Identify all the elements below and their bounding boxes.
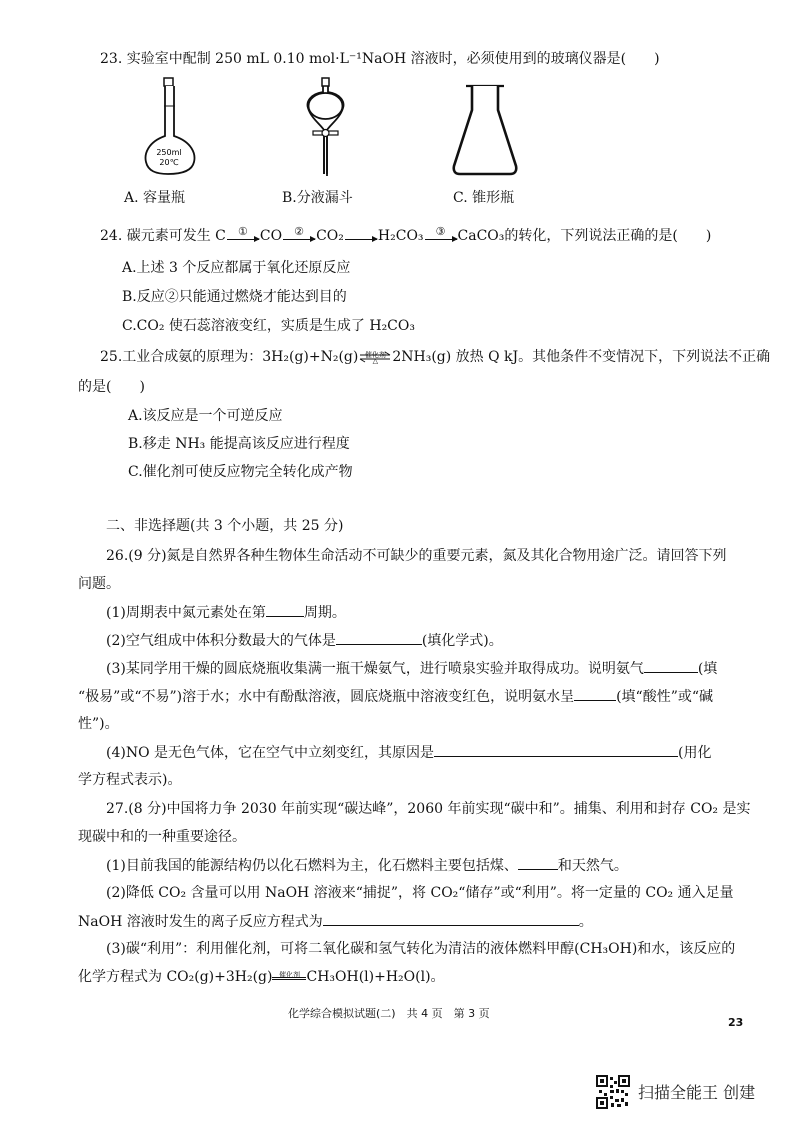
q24-prefix: 24. 碳元素可发生 C (100, 228, 226, 244)
q26-line1: 26.(9 分)氮是自然界各种生物体生命活动不可缺少的重要元素，氮及其化合物用途广泛。请回答下列 (106, 548, 727, 564)
qr-code-icon (596, 1075, 630, 1109)
q26-part3-blank-1[interactable] (644, 658, 698, 673)
catalyst-arrow (272, 969, 306, 985)
q25-option-c: C.催化剂可使反应物完全转化成产物 (128, 464, 353, 480)
q26-part4-line2: 学方程式表示)。 (78, 772, 182, 788)
q26-part2-tail: (填化学式)。 (421, 633, 503, 649)
q27-part2-tail: 。 (578, 914, 593, 930)
heat-label: △ (372, 357, 379, 365)
flask-temp-label: 20℃ (159, 158, 179, 167)
q24-species-co2: CO₂ (316, 228, 344, 244)
q26-part4-line1 (106, 742, 711, 763)
q26-part3-blank-2[interactable] (574, 686, 616, 701)
q26-part1 (106, 602, 346, 623)
q23-option-b: B.分液漏斗 (282, 190, 353, 206)
q27-part3-text: 化学方程式为 CO₂(g)+3H₂(g) (78, 969, 273, 985)
page-footer: 化学综合模拟试题(二) 共 4 页 第 3 页 (288, 1007, 490, 1020)
step-2-label: ② (294, 224, 305, 238)
q25-prefix: 25.工业合成氨的原理为：3H₂(g)+N₂(g) (100, 349, 359, 365)
q27-part2-blank[interactable] (323, 911, 579, 926)
q26-part4-text: (4)NO 是无色气体，它在空气中立刻变红，其原因是 (106, 745, 435, 761)
q25-stem (100, 347, 770, 367)
section-2-title: 二、非选择题(共 3 个小题，共 25 分) (106, 518, 344, 534)
q27-part3-line1: (3)碳“利用”：利用催化剂，可将二氧化碳和氢气转化为清洁的液体燃料甲醇(CH₃OH)和水，该反应的 (106, 941, 736, 957)
volumetric-flask-image (140, 76, 200, 176)
conical-flask-image (448, 82, 522, 178)
reaction-arrow-3 (425, 224, 457, 240)
q26-line2: 问题。 (78, 576, 120, 592)
q27-part1-text: (1)目前我国的能源结构仍以化石燃料为主，化石燃料主要包括煤、 (106, 858, 518, 874)
q24-suffix: 的转化，下列说法正确的是( ) (504, 228, 712, 244)
q26-part3-tail-2: (填“酸性”或“碱 (616, 689, 714, 705)
reaction-arrow-2 (283, 224, 315, 240)
q25-option-b: B.移走 NH₃ 能提高该反应进行程度 (128, 436, 350, 452)
q27-part2-line2 (78, 911, 593, 932)
q26-part4-blank[interactable] (434, 742, 678, 757)
q27-line1: 27.(8 分)中国将力争 2030 年前实现“碳达峰”，2060 年前实现“碳中和”。捕集、利用和封存 CO₂ 是实 (106, 801, 751, 817)
q27-part1 (106, 855, 628, 876)
q23-stem: 23. 实验室中配制 250 mL 0.10 mol·L⁻¹NaOH 溶液时，必须使用到的玻璃仪器是( ) (100, 51, 660, 67)
q24-stem (100, 226, 711, 246)
reaction-arrow-1 (227, 224, 259, 240)
q24-option-a: A.上述 3 个反应都属于氧化还原反应 (122, 260, 351, 276)
q26-part2 (106, 630, 503, 651)
q24-option-b: B.反应②只能通过燃烧才能达到目的 (122, 289, 347, 305)
q25-option-a: A.该反应是一个可逆反应 (128, 408, 283, 424)
q27-part1-blank[interactable] (518, 855, 558, 870)
q27-part3-tail: CH₃OH(l)+H₂O(l)。 (306, 969, 445, 985)
q26-part3-text-2: “极易”或“不易”)溶于水；水中有酚酞溶液，圆底烧瓶中溶液变红色，说明氨水呈 (78, 689, 575, 705)
q26-part3-tail-1: (填 (697, 661, 718, 677)
q23-option-c: C. 锥形瓶 (453, 190, 515, 206)
reaction-arrow-plain (345, 233, 377, 240)
q26-part3-line1 (106, 658, 717, 679)
q26-part2-text: (2)空气组成中体积分数最大的气体是 (106, 633, 336, 649)
q27-part2-line1: (2)降低 CO₂ 含量可以用 NaOH 溶液来“捕捉”，将 CO₂“储存”或“利用”。将一定量的 CO₂ 通入足量 (106, 885, 734, 901)
q26-part4-tail: (用化 (678, 745, 712, 761)
q24-species-co: CO (259, 228, 283, 244)
q26-part1-blank[interactable] (266, 602, 304, 617)
q25-suffix: 2NH₃(g) 放热 Q kJ。其他条件不变情况下，下列说法不正确 (392, 349, 771, 365)
separatory-funnel-image (296, 76, 356, 186)
q24-species-caco3: CaCO₃ (457, 228, 505, 244)
q24-option-c: C.CO₂ 使石蕊溶液变红，实质是生成了 H₂CO₃ (122, 318, 415, 334)
q27-part1-tail: 和天然气。 (557, 858, 628, 874)
q26-part2-blank[interactable] (336, 630, 422, 645)
catalyst-label: 催化剂 (364, 351, 386, 359)
scanner-watermark-text: 扫描全能王 创建 (638, 1083, 756, 1102)
flask-volume-label: 250ml (156, 148, 182, 157)
q26-part1-text: (1)周期表中氮元素处在第 (106, 605, 266, 621)
q27-part2-text: NaOH 溶液时发生的离子反应方程式为 (78, 914, 323, 930)
catalyst-arrow-label: 催化剂 (278, 971, 300, 979)
q23-option-a: A. 容量瓶 (124, 190, 186, 206)
q27-line2: 现碳中和的一种重要途径。 (78, 829, 246, 845)
q24-species-h2co3: H₂CO₃ (377, 228, 424, 244)
page-number: 23 (728, 1016, 744, 1029)
q26-part3-line3: 性”)。 (78, 716, 119, 732)
q26-part1-tail: 周期。 (303, 605, 346, 621)
q26-part3-line2 (78, 686, 713, 707)
step-1-label: ① (237, 224, 248, 238)
step-3-label: ③ (435, 224, 446, 238)
q27-part3-line2 (78, 967, 445, 987)
q26-part3-text: (3)某同学用干燥的圆底烧瓶收集满一瓶干燥氨气，进行喷泉实验并取得成功。说明氨气 (106, 661, 644, 677)
equilibrium-arrow (358, 348, 392, 366)
q25-line2: 的是( ) (78, 379, 145, 395)
